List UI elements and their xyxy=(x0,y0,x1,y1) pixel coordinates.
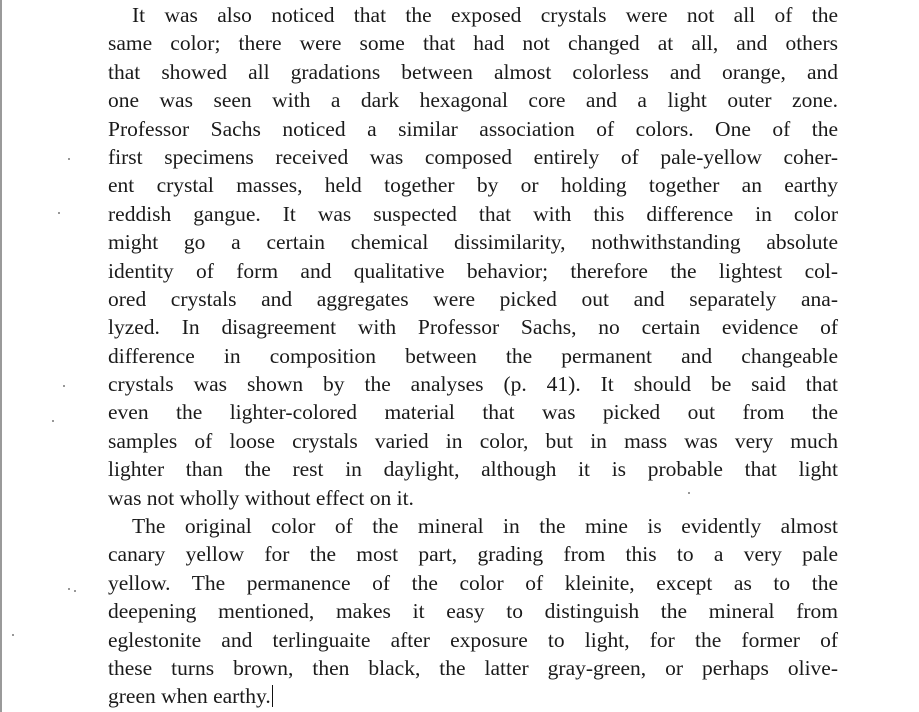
text-line: green when earthy. xyxy=(108,684,271,709)
text-line: samples of loose crystals varied in color, but in mass was very much xyxy=(108,428,838,453)
scan-speck xyxy=(58,212,60,214)
scan-speck xyxy=(688,492,690,494)
text-line: eglestonite and terlinguaite after exposure to light, for the former of xyxy=(108,627,838,652)
scan-speck xyxy=(68,588,70,590)
text-line: same color; there were some that had not changed at all, and others xyxy=(108,31,838,56)
text-line: deepening mentioned, makes it easy to distinguish the mineral from xyxy=(108,599,838,624)
text-line: these turns brown, then black, the latter gray-green, or perhaps olive- xyxy=(108,655,838,680)
text-line: crystals was shown by the analyses (p. 41). It should be said that xyxy=(108,372,838,397)
paragraph-1 xyxy=(108,1,838,512)
text-line: that showed all gradations between almost colorless and orange, and xyxy=(108,59,838,84)
text-line: canary yellow for the most part, grading from this to a very pale xyxy=(108,542,838,567)
text-cursor xyxy=(272,685,273,707)
text-line: lighter than the rest in daylight, although it is probable that light xyxy=(108,457,838,482)
text-line: ent crystal masses, held together by or holding together an earthy xyxy=(108,173,838,198)
text-line: It was also noticed that the exposed crystals were not all of the xyxy=(132,3,838,27)
scan-speck xyxy=(12,634,14,636)
text-line: reddish gangue. It was suspected that with this difference in color xyxy=(108,201,838,226)
text-line: identity of form and qualitative behavior; therefore the lightest col- xyxy=(108,258,838,283)
text-line: might go a certain chemical dissimilarity, nothwithstanding absolute xyxy=(108,230,838,255)
text-line: first specimens received was composed entirely of pale-yellow coher- xyxy=(108,144,838,169)
scan-speck xyxy=(74,590,76,592)
text-line: even the lighter-colored material that was picked out from the xyxy=(108,400,838,425)
text-line: one was seen with a dark hexagonal core and a light outer zone. xyxy=(108,88,838,113)
left-border-line xyxy=(0,0,2,712)
text-line: was not wholly without effect on it. xyxy=(108,485,414,510)
scan-speck xyxy=(52,420,54,422)
text-line-with-cursor[interactable] xyxy=(108,682,838,710)
text-line: lyzed. In disagreement with Professor Sachs, no certain evidence of xyxy=(108,315,838,340)
scan-speck xyxy=(68,158,70,160)
text-line: ored crystals and aggregates were picked out and separately ana- xyxy=(108,286,838,311)
text-line: The original color of the mineral in the mine is evidently almost xyxy=(132,514,838,539)
text-line: yellow. The permanence of the color of kleinite, except as to the xyxy=(108,570,838,595)
document-page xyxy=(108,0,838,711)
text-line: Professor Sachs noticed a similar association of colors. One of the xyxy=(108,116,838,141)
scan-speck xyxy=(63,385,65,387)
text-line: difference in composition between the permanent and changeable xyxy=(108,343,838,368)
paragraph-2 xyxy=(108,512,838,711)
